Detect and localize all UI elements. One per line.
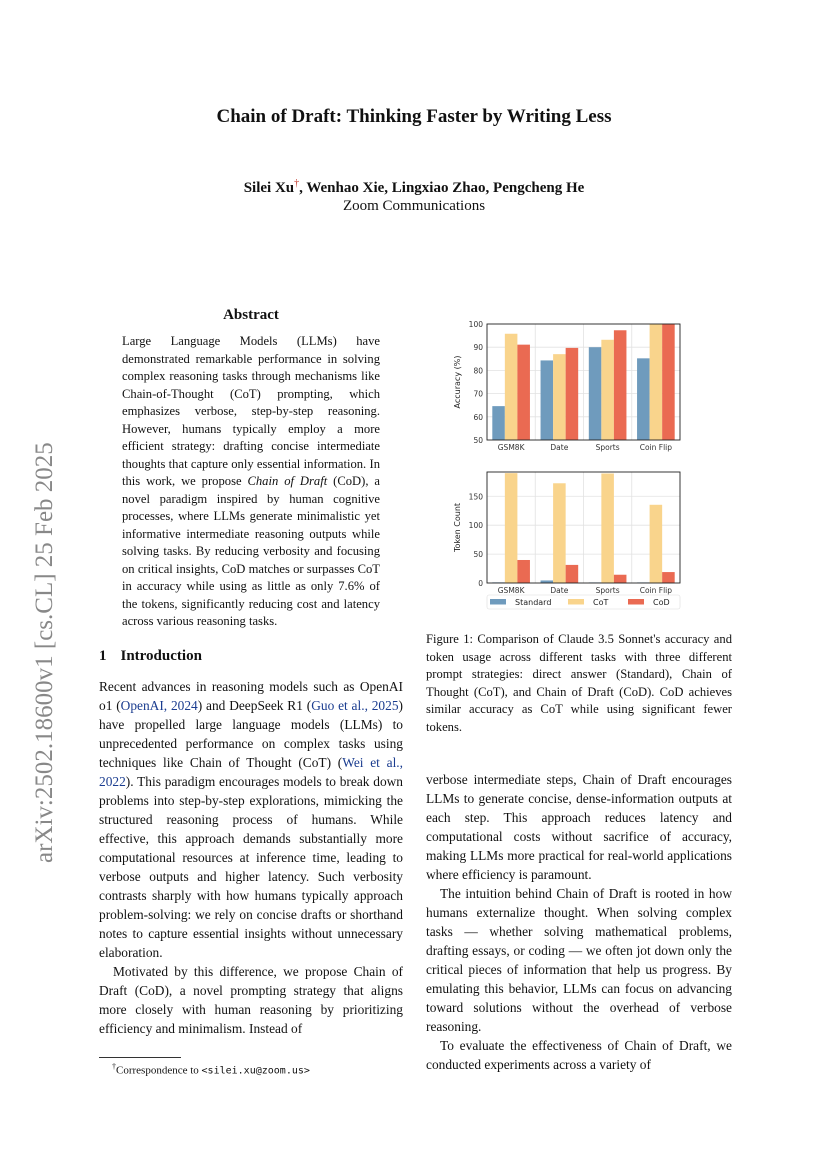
y-tick-label: 90 [473, 343, 483, 353]
intro-paragraph-1 [99, 677, 403, 962]
bar-cod [662, 572, 675, 583]
intro-right-paragraph-2: The intuition behind Chain of Draft is rooted in how humans externalize thought. When solving complex tasks — whether solving mathematical problems, drafting essays, or coding — we often jot down only the critical pieces of information that help us progress. By emulating this behavior, LLMs can focus on advancing toward solutions without the overhead of verbose reasoning. [426, 886, 732, 1034]
x-tick-label: Sports [595, 443, 620, 452]
bar-cod [566, 348, 579, 440]
y-axis-label: Accuracy (%) [453, 355, 462, 409]
author-first: Silei Xu [243, 180, 295, 196]
author-mark: † [294, 178, 300, 189]
citation-link[interactable]: OpenAI, 2024 [120, 698, 198, 713]
text-run: Recent advances in reasoning models such as OpenAI o1 ( [99, 679, 403, 713]
figure-caption: Figure 1: Comparison of Claude 3.5 Sonnet's accuracy and token usage across different tasks with three different prompt strategies: direct answer (Standard), Chain of Thought (CoT), and Chain of Draft (CoD). CoD achieves similar accuracy as CoT while using significant fewer tokens. [426, 632, 732, 734]
author-list [0, 178, 828, 197]
bar-cod [517, 345, 530, 440]
bar-cot [601, 474, 614, 583]
legend-swatch [568, 599, 584, 605]
y-tick-label: 0 [478, 579, 483, 588]
text-run: ) have propelled large language models (LLMs) to unprecedented performance on complex tasks using techniques like Chain of Thought (CoT) ( [99, 698, 403, 770]
section-heading [99, 648, 202, 665]
footnote-mark: † [112, 1062, 116, 1071]
arxiv-stamp [22, 365, 62, 865]
bar-cod [566, 565, 579, 583]
footnote-rule [99, 1057, 181, 1058]
legend-swatch [628, 599, 644, 605]
citation-link[interactable]: Guo et al., 2025 [311, 698, 399, 713]
x-tick-label: GSM8K [497, 443, 525, 452]
x-tick-label: Coin Flip [639, 586, 673, 595]
x-tick-label: GSM8K [497, 586, 525, 595]
abstract-em: Chain of Draft [247, 474, 328, 488]
intro-right-paragraph-3: To evaluate the effectiveness of Chain of Draft, we conducted experiments across a variety of [426, 1038, 732, 1072]
author-rest: , Wenhao Xie, Lingxiao Zhao, Pengcheng He [299, 180, 585, 196]
x-tick-label: Sports [595, 586, 620, 595]
bar-cot [505, 473, 518, 583]
abstract-text-a: Large Language Models (LLMs) have demonstrated remarkable performance in solving complex reasoning tasks through mechanisms like Chain-of-Thought (CoT) prompting, which emphasizes verbose, step-by-step reasoning. However, humans typically employ a more efficient strategy: drafting concise intermediate thoughts that capture only essential information. In this work, we propose [122, 334, 380, 488]
section-title: Introduction [120, 648, 202, 664]
y-tick-label: 70 [473, 389, 483, 399]
x-tick-label: Date [550, 443, 569, 452]
arxiv-id-text: arXiv:2502.18600v1 [cs.CL] 25 Feb 2025 [31, 442, 58, 863]
bar-cot [650, 324, 663, 440]
x-tick-label: Date [550, 586, 569, 595]
footnote [112, 1062, 310, 1077]
bar-cod [614, 330, 627, 440]
bar-cot [553, 354, 566, 440]
y-tick-label: 100 [468, 320, 483, 329]
y-tick-label: 80 [473, 366, 483, 376]
y-tick-label: 60 [473, 412, 483, 422]
paper-title: Chain of Draft: Thinking Faster by Writing Less [216, 106, 612, 127]
y-tick-label: 50 [473, 436, 483, 445]
bar-cot [505, 334, 518, 440]
intro-right-column [426, 770, 732, 1074]
bar-cod [662, 324, 675, 440]
bar-standard [492, 406, 505, 440]
affiliation: Zoom Communications [342, 198, 486, 214]
legend-label: CoT [593, 597, 609, 607]
abstract-text-b: (CoD), a novel paradigm inspired by human cognitive processes, where LLMs generate minimalistic yet informative intermediate reasoning outputs while solving tasks. By reducing verbosity and focusing on critical insights, CoD matches or surpasses CoT in accuracy while using as little as only 7.6% of the tokens, significantly reducing cost and latency across various reasoning tasks. [122, 474, 380, 628]
y-tick-label: 150 [468, 492, 483, 502]
text-run: ) and DeepSeek R1 ( [197, 698, 312, 713]
section-number: 1 [99, 648, 107, 664]
figure-1-chart [440, 312, 690, 622]
bar-standard [541, 360, 554, 440]
y-axis-label: Token Count [453, 502, 462, 553]
abstract-heading: Abstract [223, 307, 279, 323]
bar-cot [601, 340, 614, 440]
intro-left-column [99, 677, 403, 1038]
bar-cod [517, 560, 530, 583]
bar-cot [553, 483, 566, 583]
chart-svg [440, 312, 690, 622]
bar-standard [589, 347, 602, 440]
citation-link[interactable]: Wei et al., 2022 [99, 755, 404, 789]
legend-label: CoD [653, 597, 670, 607]
legend-label: Standard [515, 597, 552, 607]
text-run: ). This paradigm encourages models to break down problems into step-by-step explorations, mimicking the structured reasoning process of humans. While effective, this approach demands substantially more computational resources at inference time, leading to verbose outputs and higher latency. Such verbosity contrasts sharply with how humans typically approach problem-solving: we rely on concise drafts or shorthand notes to capture essential insights without unnecessary elaboration. [99, 774, 403, 960]
bar-cot [650, 505, 663, 583]
y-tick-label: 50 [473, 550, 483, 560]
footnote-email: <silei.xu@zoom.us> [201, 1065, 310, 1077]
footnote-text: Correspondence to [116, 1064, 202, 1077]
intro-right-paragraph-1: verbose intermediate steps, Chain of Draft encourages LLMs to generate concise, dense-information outputs at each step. This approach reduces latency and computational costs without sacrifice of accuracy, making LLMs more practical for real-world applications where efficiency is paramount. [426, 772, 732, 882]
bar-standard [637, 358, 650, 440]
y-tick-label: 100 [468, 521, 483, 531]
abstract-text [122, 333, 380, 631]
intro-paragraph-2: Motivated by this difference, we propose Chain of Draft (CoD), a novel prompting strategy that aligns more closely with human reasoning by prioritizing efficiency and minimalism. Instead of [99, 964, 403, 1036]
legend-swatch [490, 599, 506, 605]
bar-cod [614, 575, 627, 583]
x-tick-label: Coin Flip [639, 443, 673, 452]
